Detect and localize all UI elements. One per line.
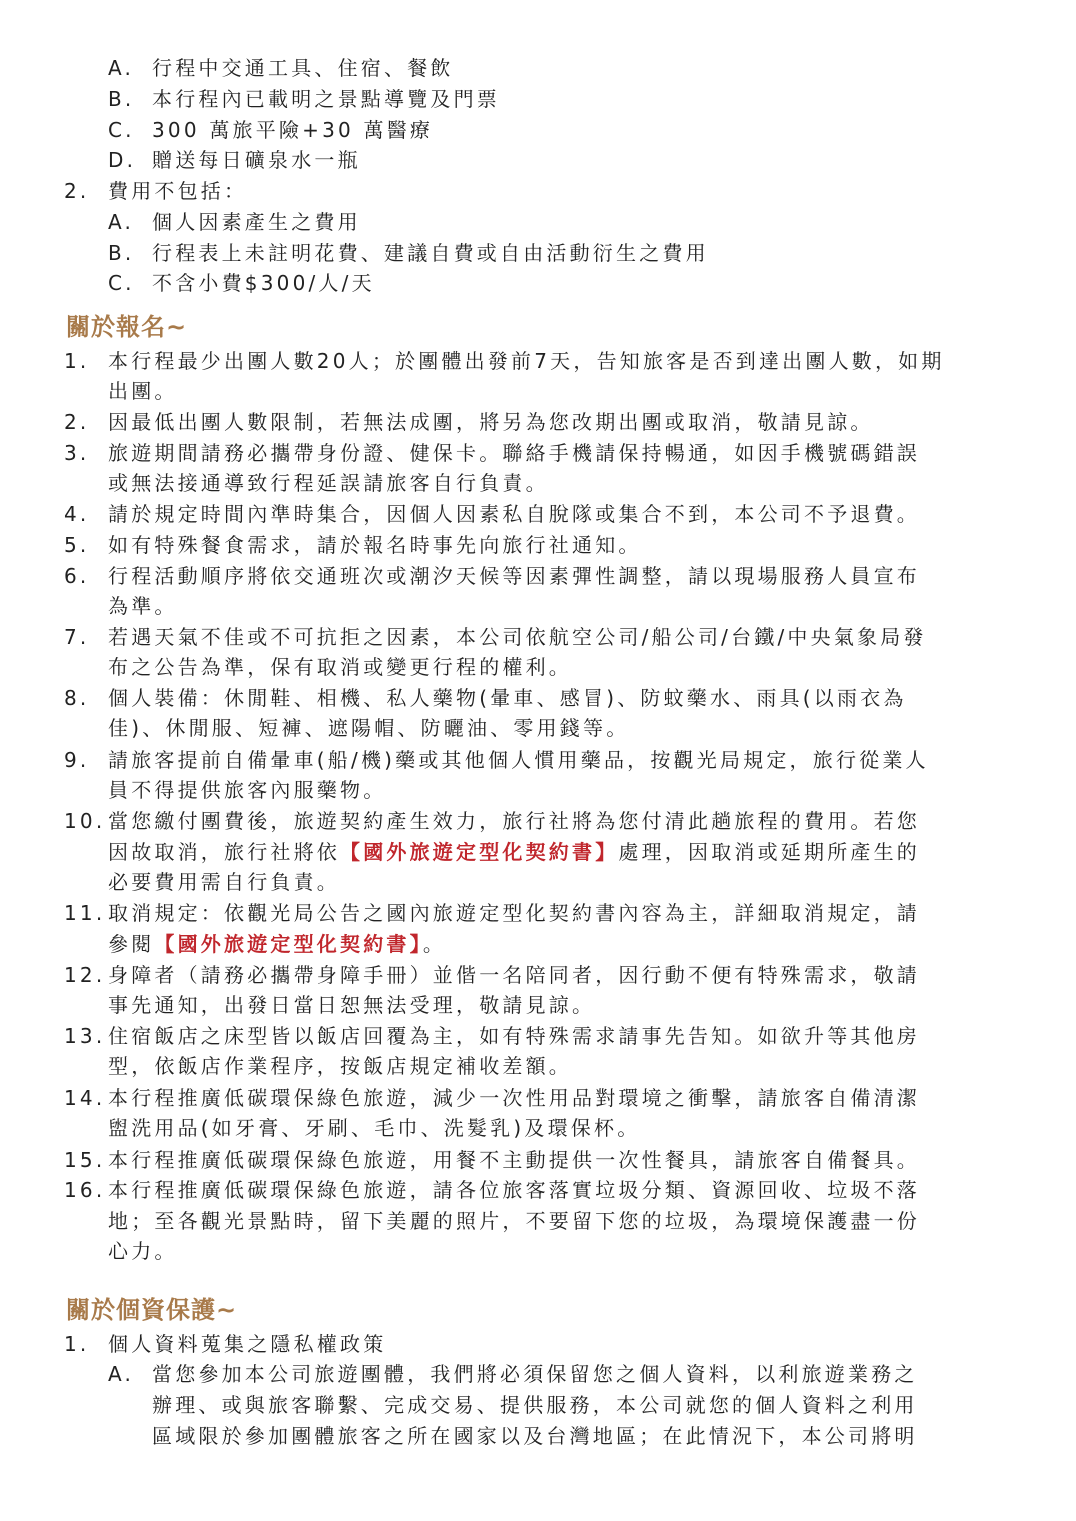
contract-link: 【國外旅遊定型化契約書】 — [340, 840, 619, 864]
privacy-heading: 關於個資保護~ — [66, 1296, 238, 1324]
document-page: A. 行程中交通工具、住宿、餐飲 B. 本行程內已載明之景點導覽及門票 C. 300 萬旅平險+30 萬醫療 D. 贈送每日礦泉水一瓶 2. 費用不包括： A. 個人因素產生之費用 B. 行程表上未註明花費、建議自費或自由活動衍生之費用 C. 不含小費$300/人/天 關於報名~ 1. 本行程最少出團人數20人；於團體出發前7天，告知旅客是否到達出團人數，如期 出團。 2. 因最低出團人數限制，若無法成團，將另為您改期出團或取消，敬請見諒。 3. 旅遊期間請務必攜帶身份證、健保卡。聯絡手機請保持暢通，如因手機號碼錯誤 或無法接通導致行程延誤請旅客自行負責。 4. 請於規定時間內準時集合，因個人因素私自脫隊或集合不到，本公司不予退費。 5. 如有特殊餐食需求，請於報名時事先向旅行社通知。 6. 行程活動順序將依交通班次或潮汐天候等因素彈性調整，請以現場服務人員宣布 為準。 7. 若遇天氣不佳或不可抗拒之因素，本公司依航空公司/船公司/台鐵/中央氣象局發 布之公告為準，保有取消或變更行程的權利。 8. 個人裝備：休閒鞋、相機、私人藥物(暈車、感冒)、防蚊藥水、雨具(以雨衣為 佳)、休閒服、短褲、遮陽帽、防曬油、零用錢等。 9. 請旅客提前自備暈車(船/機)藥或其他個人慣用藥品，按觀光局規定，旅行從業人 員不得提供旅客內服藥物。 10. 當您繳付團費後，旅遊契約產生效力，旅行社將為您付清此趟旅程的費用。若您 因故取消，旅行社將依【國外旅遊定型化契約書】處理，因取消或延期所產生的 必要費用需自行負責。 11. 取消規定：依觀光局公告之國內旅遊定型化契約書內容為主，詳細取消規定，請 參閱【國外旅遊定型化契約書】。 12. 身障者（請務必攜帶身障手冊）並偕一名陪同者，因行動不便有特殊需求，敬請 事先通知，出發日當日恕無法受理，敬請見諒。 13. 住宿飯店之床型皆以飯店回覆為主，如有特殊需求請事先告知。如欲升等其他房 型，依飯店作業程序，按飯店規定補收差額。 14. 本行程推廣低碳環保綠色旅遊，減少一次性用品對環境之衝擊，請旅客自備清潔 盥洗用品(如牙膏、牙刷、毛巾、洗髮乳)及環保杯。 15. 本行程推廣低碳環保綠色旅遊，用餐不主動提供一次性餐具，請旅客自備餐具。 16. 本行程推廣低碳環保綠色旅遊，請各位旅客落實垃圾分類、資源回收、垃圾不落 地；至各觀光景點時，留下美麗的照片，不要留下您的垃圾，為環境保護盡一份 心力。 關於個資保護~ 1. 個人資料蒐集之隱私權政策 A. 當您參加本公司旅遊團體，我們將必須保留您之個人資料，以利旅遊業務之 辦理、或與旅客聯繫、完成交易、提供服務，本公司就您的個人資料之利用 區域限於參加團體旅客之所在國家以及台灣地區；在此情況下，本公司將明 — [64, 56, 945, 1448]
contract-link: 【國外旅遊定型化契約書】 — [154, 932, 423, 956]
registration-heading: 關於報名~ — [66, 313, 188, 341]
